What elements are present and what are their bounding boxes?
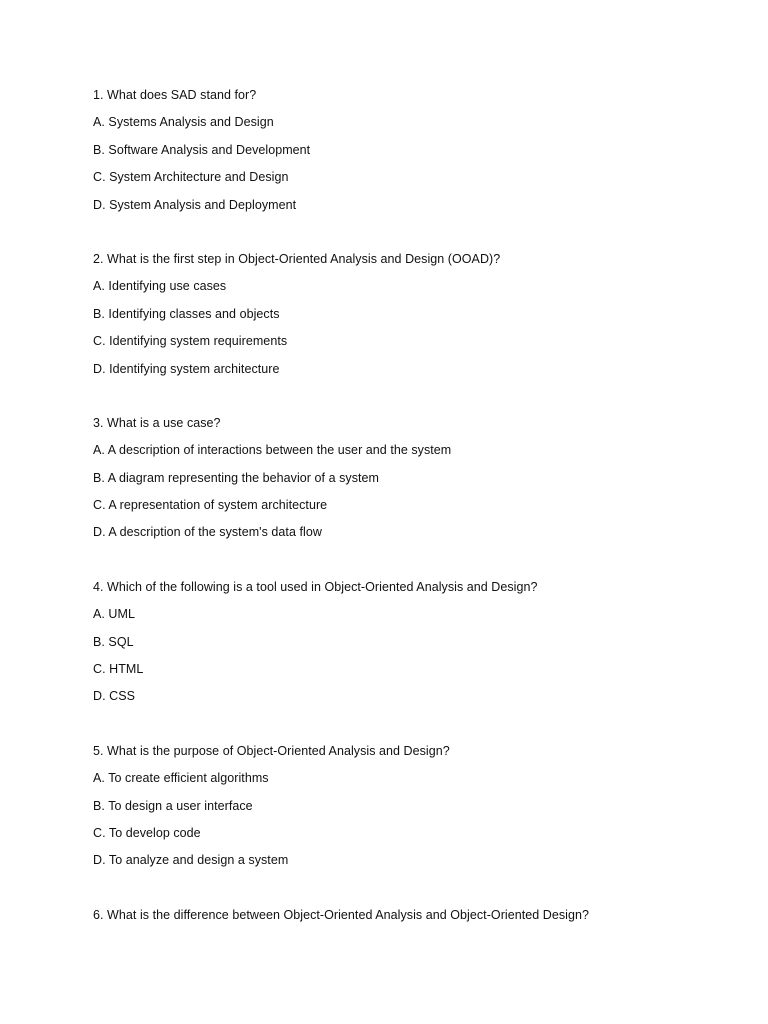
question-4 [93,577,733,714]
question-text: 1. What does SAD stand for? [93,88,257,102]
question-5 [93,741,733,878]
answer-option-b: B. A diagram representing the behavior of a system [93,470,379,485]
answer-option-c: C. A representation of system architecture [93,498,328,513]
question-6 [93,905,733,932]
question-3 [93,413,733,550]
question-text: 4. Which of the following is a tool used in Object-Oriented Analysis and Design? [93,579,538,594]
answer-option-c: C. HTML [93,662,144,677]
answer-option-d: D. To analyze and design a system [93,853,289,868]
answer-option-b: B. Software Analysis and Development [93,142,311,157]
answer-option-c: C. System Architecture and Design [93,170,289,185]
answer-option-c: C. Identifying system requirements [93,334,288,349]
question-text: 6. What is the difference between Object-Oriented Analysis and Object-Oriented Design? [93,907,589,922]
answer-option-c: C. To develop code [93,825,201,840]
answer-option-a: A. UML [93,607,135,622]
answer-option-a: A. To create efficient algorithms [93,771,269,786]
question-text: 5. What is the purpose of Object-Oriented Analysis and Design? [93,743,450,758]
question-text: 2. What is the first step in Object-Oriented Analysis and Design (OOAD)? [93,251,501,266]
question-1 [93,85,733,222]
answer-option-a: A. Identifying use cases [93,279,227,294]
answer-option-a: A. Systems Analysis and Design [93,115,274,130]
answer-option-d: D. Identifying system architecture [93,361,280,376]
answer-option-d: D. System Analysis and Deployment [93,197,297,212]
answer-option-b: B. SQL [93,634,134,649]
question-list [93,85,733,959]
answer-option-d: D. A description of the system's data flow [93,525,322,540]
answer-option-d: D. CSS [93,689,135,704]
answer-option-b: B. Identifying classes and objects [93,306,280,321]
question-2 [93,249,733,386]
answer-option-b: B. To design a user interface [93,798,253,813]
question-text: 3. What is a use case? [93,415,221,430]
answer-option-a: A. A description of interactions between the user and the system [93,443,452,458]
